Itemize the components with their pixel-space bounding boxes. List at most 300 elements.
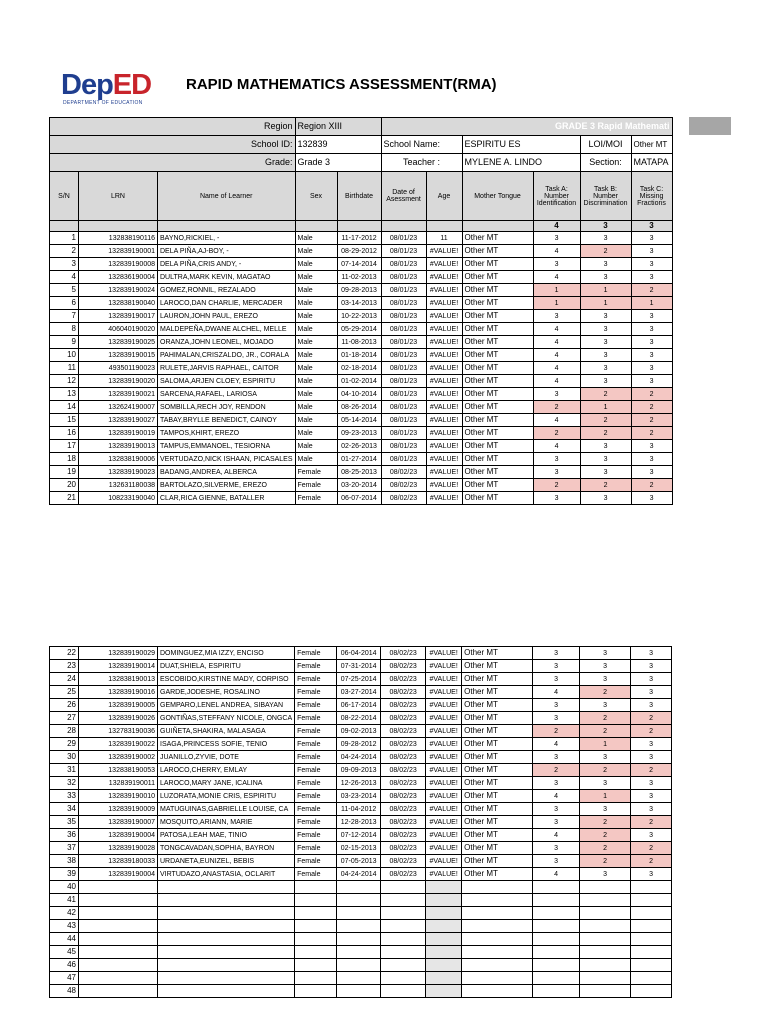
learner-name[interactable]: BAYNO,RICKIEL, - (158, 232, 296, 245)
task-b-score[interactable]: 1 (580, 790, 631, 803)
empty-cell[interactable] (295, 959, 337, 972)
task-b-score[interactable]: 2 (580, 712, 631, 725)
empty-cell[interactable] (158, 985, 295, 998)
task-a-score[interactable]: 3 (533, 310, 580, 323)
empty-cell[interactable] (533, 881, 580, 894)
learner-name[interactable]: ISAGA,PRINCESS SOFIE, TENIO (158, 738, 295, 751)
empty-cell[interactable] (381, 985, 426, 998)
mother-tongue[interactable]: Other MT (462, 388, 533, 401)
task-c-score[interactable]: 1 (631, 297, 672, 310)
empty-cell[interactable] (295, 920, 337, 933)
task-a-score[interactable]: 2 (533, 764, 580, 777)
mother-tongue[interactable]: Other MT (462, 453, 533, 466)
empty-cell[interactable] (295, 894, 337, 907)
task-a-score[interactable]: 2 (533, 401, 580, 414)
empty-cell[interactable] (337, 946, 381, 959)
mother-tongue[interactable]: Other MT (462, 725, 533, 738)
task-a-score[interactable]: 3 (533, 842, 580, 855)
empty-cell[interactable] (381, 894, 426, 907)
task-b-score[interactable]: 3 (580, 349, 631, 362)
task-b-score[interactable]: 3 (580, 492, 631, 505)
mother-tongue[interactable]: Other MT (462, 232, 533, 245)
mother-tongue[interactable]: Other MT (462, 764, 533, 777)
empty-cell[interactable] (79, 920, 158, 933)
table-row (50, 673, 672, 686)
learner-name[interactable]: JUANILLO,ZYVIE, DOTE (158, 751, 295, 764)
empty-cell[interactable] (79, 985, 158, 998)
task-a-score[interactable]: 4 (533, 375, 580, 388)
mother-tongue[interactable]: Other MT (462, 310, 533, 323)
mother-tongue[interactable]: Other MT (462, 738, 533, 751)
empty-cell[interactable] (580, 946, 631, 959)
empty-cell[interactable] (295, 881, 337, 894)
mother-tongue[interactable]: Other MT (462, 816, 533, 829)
empty-cell[interactable] (462, 985, 533, 998)
mother-tongue[interactable]: Other MT (462, 751, 533, 764)
task-c-score[interactable]: 3 (631, 660, 672, 673)
empty-cell[interactable] (337, 894, 381, 907)
task-c-score[interactable]: 3 (631, 245, 672, 258)
mother-tongue[interactable]: Other MT (462, 258, 533, 271)
learner-birthdate: 11-17-2012 (337, 232, 381, 245)
empty-cell[interactable] (79, 907, 158, 920)
task-c-score[interactable]: 3 (631, 492, 672, 505)
mother-tongue[interactable]: Other MT (462, 323, 533, 336)
empty-cell[interactable] (426, 985, 462, 998)
task-b-score[interactable]: 1 (580, 401, 631, 414)
task-a-score[interactable]: 1 (533, 284, 580, 297)
task-a-score[interactable]: 3 (533, 699, 580, 712)
learner-name[interactable]: RULETE,JARVIS RAPHAEL, CAITOR (158, 362, 296, 375)
task-c-score[interactable]: 3 (631, 362, 672, 375)
task-b-score[interactable]: 3 (580, 777, 631, 790)
task-a-score[interactable]: 3 (533, 673, 580, 686)
learner-name[interactable]: LAROCO,DAN CHARLIE, MERCADER (158, 297, 296, 310)
mother-tongue[interactable]: Other MT (462, 842, 533, 855)
empty-cell[interactable] (533, 959, 580, 972)
empty-cell[interactable] (295, 907, 337, 920)
task-a-score[interactable]: 3 (533, 647, 580, 660)
task-c-score[interactable]: 2 (631, 284, 672, 297)
empty-cell[interactable] (426, 959, 462, 972)
empty-cell[interactable] (381, 972, 426, 985)
learner-name[interactable]: URDANETA,EUNIZEL, BEBIS (158, 855, 295, 868)
empty-cell[interactable] (426, 972, 462, 985)
learner-name[interactable]: SARCENA,RAFAEL, LARIOSA (158, 388, 296, 401)
learner-name[interactable]: GUIÑETA,SHAKIRA, MALASAGA (158, 725, 295, 738)
task-c-score[interactable]: 3 (631, 699, 672, 712)
school-id-value[interactable]: 132839 (295, 136, 381, 154)
empty-cell[interactable] (533, 920, 580, 933)
task-b-score[interactable]: 3 (580, 271, 631, 284)
task-a-score[interactable]: 4 (533, 686, 580, 699)
learner-name[interactable]: MOSQUITO,ARIANN, MARIE (158, 816, 295, 829)
empty-cell[interactable] (158, 894, 295, 907)
task-c-score[interactable]: 2 (631, 855, 672, 868)
task-b-score[interactable]: 2 (580, 816, 631, 829)
task-a-score[interactable]: 4 (533, 362, 580, 375)
task-c-score[interactable]: 3 (631, 440, 672, 453)
task-c-score[interactable]: 2 (631, 764, 672, 777)
empty-cell[interactable] (631, 907, 672, 920)
table-row (50, 388, 673, 401)
learner-name[interactable]: GEMPARO,LENEL ANDREA, SIBAYAN (158, 699, 295, 712)
task-a-score[interactable]: 4 (533, 245, 580, 258)
task-a-score[interactable]: 3 (533, 855, 580, 868)
learner-name[interactable]: LUZORATA,MONIE CRIS, ESPIRITU (158, 790, 295, 803)
empty-cell[interactable] (580, 881, 631, 894)
task-b-score[interactable]: 3 (580, 699, 631, 712)
task-c-score[interactable]: 3 (631, 868, 672, 881)
mother-tongue[interactable]: Other MT (462, 271, 533, 284)
task-c-score[interactable]: 3 (631, 232, 672, 245)
empty-cell[interactable] (580, 959, 631, 972)
learner-name[interactable]: DOMINGUEZ,MIA IZZY, ENCISO (158, 647, 295, 660)
mother-tongue[interactable]: Other MT (462, 401, 533, 414)
task-a-score[interactable]: 3 (533, 232, 580, 245)
empty-cell[interactable] (295, 985, 337, 998)
learner-name[interactable]: PAHIMALAN,CRISZALDO, JR., CORALA (158, 349, 296, 362)
task-b-score[interactable]: 1 (580, 284, 631, 297)
learner-name[interactable]: MATUGUINAS,GABRIELLE LOUISE, CA (158, 803, 295, 816)
task-c-score[interactable]: 3 (631, 829, 672, 842)
task-b-score[interactable]: 3 (580, 466, 631, 479)
task-a-score[interactable]: 4 (533, 829, 580, 842)
learner-name[interactable]: LAURON,JOHN PAUL, EREZO (158, 310, 296, 323)
empty-cell[interactable] (533, 972, 580, 985)
mother-tongue[interactable]: Other MT (462, 427, 533, 440)
learner-name[interactable]: PATOSA,LEAH MAE, TINIO (158, 829, 295, 842)
learner-name[interactable]: VIRTUDAZO,ANASTASIA, OCLARIT (158, 868, 295, 881)
task-b-score[interactable]: 3 (580, 323, 631, 336)
task-c-score[interactable]: 2 (631, 427, 672, 440)
task-c-score[interactable]: 3 (631, 271, 672, 284)
task-a-score[interactable]: 3 (533, 453, 580, 466)
empty-cell[interactable] (462, 972, 533, 985)
task-c-score[interactable]: 3 (631, 647, 672, 660)
loi-value[interactable]: Other MT (631, 136, 672, 154)
task-c-score[interactable]: 3 (631, 453, 672, 466)
teacher-value[interactable]: MYLENE A. LINDO (462, 154, 580, 172)
learner-name[interactable]: GOMEZ,RONNIL, REZALADO (158, 284, 296, 297)
task-a-score[interactable]: 3 (533, 712, 580, 725)
task-a-score[interactable]: 3 (533, 816, 580, 829)
task-b-score[interactable]: 2 (580, 855, 631, 868)
mother-tongue[interactable]: Other MT (462, 829, 533, 842)
learner-name[interactable]: BADANG,ANDREA, ALBERCA (158, 466, 296, 479)
mother-tongue[interactable]: Other MT (462, 284, 533, 297)
empty-cell[interactable] (337, 881, 381, 894)
mother-tongue[interactable]: Other MT (462, 699, 533, 712)
empty-cell[interactable] (79, 946, 158, 959)
task-a-score[interactable]: 4 (533, 868, 580, 881)
task-c-score[interactable]: 3 (631, 803, 672, 816)
mother-tongue[interactable]: Other MT (462, 660, 533, 673)
empty-cell[interactable] (580, 894, 631, 907)
task-c-score[interactable]: 3 (631, 777, 672, 790)
empty-cell[interactable] (79, 894, 158, 907)
task-b-score[interactable]: 2 (580, 829, 631, 842)
task-a-score[interactable]: 2 (533, 427, 580, 440)
learner-name[interactable]: SALOMA,ARJEN CLOEY, ESPIRITU (158, 375, 296, 388)
empty-cell[interactable] (631, 881, 672, 894)
task-a-score[interactable]: 2 (533, 725, 580, 738)
task-a-score[interactable]: 4 (533, 414, 580, 427)
empty-cell[interactable] (462, 881, 533, 894)
task-b-score[interactable]: 2 (580, 764, 631, 777)
empty-cell[interactable] (79, 933, 158, 946)
learner-name[interactable]: DELA PIÑA,CRIS ANDY, - (158, 258, 296, 271)
task-b-score[interactable]: 3 (580, 375, 631, 388)
learner-name[interactable]: SOMBILLA,RECH JOY, RENDON (158, 401, 296, 414)
empty-cell[interactable] (462, 894, 533, 907)
empty-cell[interactable] (79, 881, 158, 894)
empty-cell[interactable] (158, 881, 295, 894)
empty-cell[interactable] (462, 933, 533, 946)
task-c-score[interactable]: 2 (631, 816, 672, 829)
mother-tongue[interactable]: Other MT (462, 349, 533, 362)
task-a-score[interactable]: 3 (533, 492, 580, 505)
task-c-score[interactable]: 3 (631, 466, 672, 479)
empty-cell[interactable] (158, 946, 295, 959)
learner-age: #VALUE! (426, 336, 462, 349)
task-c-score[interactable]: 3 (631, 375, 672, 388)
learner-name[interactable]: LAROCO,MARY JANE, ICALINA (158, 777, 295, 790)
task-b-score[interactable]: 3 (580, 453, 631, 466)
mother-tongue[interactable]: Other MT (462, 440, 533, 453)
empty-cell[interactable] (337, 933, 381, 946)
empty-cell[interactable] (631, 959, 672, 972)
empty-cell[interactable] (79, 972, 158, 985)
learner-name[interactable]: GARDE,JODESHE, ROSALINO (158, 686, 295, 699)
empty-cell[interactable] (533, 933, 580, 946)
task-a-score[interactable]: 1 (533, 297, 580, 310)
task-b-score[interactable]: 2 (580, 725, 631, 738)
task-a-score[interactable]: 3 (533, 388, 580, 401)
task-c-score[interactable]: 3 (631, 323, 672, 336)
learner-name[interactable]: LAROCO,CHERRY, EMLAY (158, 764, 295, 777)
row-number: 41 (50, 894, 79, 907)
empty-cell[interactable] (462, 946, 533, 959)
mother-tongue[interactable]: Other MT (462, 673, 533, 686)
empty-cell[interactable] (381, 920, 426, 933)
learner-name[interactable]: VERTUDAZO,NICK ISHAAN, PICASALES (158, 453, 296, 466)
task-b-score[interactable]: 2 (580, 388, 631, 401)
mother-tongue[interactable]: Other MT (462, 686, 533, 699)
task-b-score[interactable]: 3 (580, 868, 631, 881)
learner-name[interactable]: BARTOLAZO,SILVERME, EREZO (158, 479, 296, 492)
learner-name[interactable]: ORANZA,JOHN LEONEL, MOJADO (158, 336, 296, 349)
learner-name[interactable]: ESCOBIDO,KIRSTINE MADY, CORPISO (158, 673, 295, 686)
row-number: 16 (50, 427, 79, 440)
mother-tongue[interactable]: Other MT (462, 492, 533, 505)
mother-tongue[interactable]: Other MT (462, 466, 533, 479)
empty-cell[interactable] (533, 894, 580, 907)
empty-cell[interactable] (580, 933, 631, 946)
empty-cell[interactable] (426, 946, 462, 959)
empty-cell[interactable] (533, 985, 580, 998)
empty-cell[interactable] (381, 959, 426, 972)
empty-cell[interactable] (158, 959, 295, 972)
task-b-score[interactable]: 3 (580, 440, 631, 453)
task-a-score[interactable]: 3 (533, 466, 580, 479)
task-a-score[interactable]: 3 (533, 258, 580, 271)
task-a-score[interactable]: 4 (533, 336, 580, 349)
task-c-score[interactable]: 2 (631, 725, 672, 738)
empty-cell[interactable] (631, 946, 672, 959)
learner-name[interactable]: TABAY,BRYLLE BENEDICT, CAINOY (158, 414, 296, 427)
learner-name[interactable]: TONGCAVADAN,SOPHIA, BAYRON (158, 842, 295, 855)
task-b-score[interactable]: 2 (580, 427, 631, 440)
empty-cell[interactable] (158, 933, 295, 946)
empty-cell[interactable] (295, 933, 337, 946)
mother-tongue[interactable]: Other MT (462, 414, 533, 427)
empty-cell[interactable] (580, 920, 631, 933)
mother-tongue[interactable]: Other MT (462, 297, 533, 310)
task-a-score[interactable]: 3 (533, 777, 580, 790)
mother-tongue[interactable]: Other MT (462, 868, 533, 881)
empty-cell[interactable] (533, 946, 580, 959)
task-b-score[interactable]: 2 (580, 414, 631, 427)
empty-cell[interactable] (158, 920, 295, 933)
empty-cell[interactable] (426, 933, 462, 946)
learner-name[interactable]: GONTIÑAS,STEFFANY NICOLE, ONGCA (158, 712, 295, 725)
task-c-score[interactable]: 3 (631, 738, 672, 751)
task-b-score[interactable]: 1 (580, 297, 631, 310)
table-row (50, 842, 672, 855)
task-b-score[interactable]: 2 (580, 479, 631, 492)
task-c-score[interactable]: 2 (631, 388, 672, 401)
task-b-score[interactable]: 3 (580, 647, 631, 660)
task-c-score[interactable]: 2 (631, 479, 672, 492)
task-b-score[interactable]: 3 (580, 673, 631, 686)
task-c-score[interactable]: 2 (631, 401, 672, 414)
learner-name[interactable]: CLAR,RICA GIENNE, BATALLER (158, 492, 296, 505)
empty-cell[interactable] (426, 881, 462, 894)
task-b-score[interactable]: 3 (580, 336, 631, 349)
task-a-score[interactable]: 4 (533, 271, 580, 284)
task-c-score[interactable]: 3 (631, 349, 672, 362)
task-c-score[interactable]: 3 (631, 686, 672, 699)
task-a-score[interactable]: 4 (533, 440, 580, 453)
task-b-score[interactable]: 3 (580, 751, 631, 764)
empty-cell[interactable] (462, 920, 533, 933)
empty-cell[interactable] (631, 920, 672, 933)
task-b-score[interactable]: 3 (580, 232, 631, 245)
task-c-score[interactable]: 3 (631, 790, 672, 803)
empty-cell[interactable] (631, 933, 672, 946)
learner-name[interactable]: TAMPUS,EMMANOEL, TESIORNA (158, 440, 296, 453)
task-c-score[interactable]: 2 (631, 414, 672, 427)
logo-dep: Dep (61, 69, 113, 101)
task-c-score[interactable]: 3 (631, 751, 672, 764)
empty-cell[interactable] (631, 894, 672, 907)
task-b-score[interactable]: 3 (580, 310, 631, 323)
empty-cell[interactable] (337, 985, 381, 998)
task-a-score[interactable]: 4 (533, 323, 580, 336)
mother-tongue[interactable]: Other MT (462, 777, 533, 790)
learner-name[interactable]: DUAT,SHIELA, ESPIRITU (158, 660, 295, 673)
learner-name[interactable]: MALDEPEÑA,DWANE ALCHEL, MELLE (158, 323, 296, 336)
mother-tongue[interactable]: Other MT (462, 855, 533, 868)
task-b-score[interactable]: 2 (580, 842, 631, 855)
task-a-score[interactable]: 2 (533, 479, 580, 492)
region-value[interactable]: Region XIII (295, 118, 381, 136)
empty-cell[interactable] (337, 920, 381, 933)
task-c-score[interactable]: 3 (631, 258, 672, 271)
empty-cell[interactable] (426, 907, 462, 920)
empty-cell[interactable] (631, 985, 672, 998)
mother-tongue[interactable]: Other MT (462, 336, 533, 349)
mother-tongue[interactable]: Other MT (462, 362, 533, 375)
task-b-score[interactable]: 3 (580, 803, 631, 816)
empty-cell[interactable] (631, 972, 672, 985)
learner-name[interactable]: DULTRA,MARK KEVIN, MAGATAO (158, 271, 296, 284)
mother-tongue[interactable]: Other MT (462, 790, 533, 803)
empty-cell[interactable] (580, 985, 631, 998)
task-c-score[interactable]: 3 (631, 310, 672, 323)
task-c-score[interactable]: 3 (631, 336, 672, 349)
task-a-score[interactable]: 3 (533, 660, 580, 673)
grade-value[interactable]: Grade 3 (295, 154, 381, 172)
empty-cell[interactable] (426, 894, 462, 907)
mother-tongue[interactable]: Other MT (462, 712, 533, 725)
empty-cell[interactable] (337, 907, 381, 920)
empty-cell[interactable] (295, 972, 337, 985)
task-a-score[interactable]: 3 (533, 751, 580, 764)
task-b-score[interactable]: 1 (580, 738, 631, 751)
task-b-score[interactable]: 2 (580, 686, 631, 699)
empty-cell[interactable] (381, 881, 426, 894)
empty-cell[interactable] (158, 972, 295, 985)
empty-cell[interactable] (462, 907, 533, 920)
task-a-score[interactable]: 4 (533, 349, 580, 362)
task-b-score[interactable]: 3 (580, 660, 631, 673)
task-c-score[interactable]: 2 (631, 712, 672, 725)
mother-tongue[interactable]: Other MT (462, 479, 533, 492)
task-b-score[interactable]: 3 (580, 362, 631, 375)
empty-cell[interactable] (462, 959, 533, 972)
task-c-score[interactable]: 2 (631, 842, 672, 855)
learner-name[interactable]: TAMPOS,KHIRT, EREZO (158, 427, 296, 440)
empty-cell[interactable] (381, 907, 426, 920)
empty-cell[interactable] (295, 946, 337, 959)
empty-cell[interactable] (381, 933, 426, 946)
empty-cell[interactable] (580, 972, 631, 985)
section-value[interactable]: MATAPA (631, 154, 672, 172)
empty-cell[interactable] (580, 907, 631, 920)
task-b-score[interactable]: 2 (580, 245, 631, 258)
empty-cell[interactable] (337, 959, 381, 972)
empty-cell[interactable] (533, 907, 580, 920)
empty-cell[interactable] (158, 907, 295, 920)
empty-cell[interactable] (79, 959, 158, 972)
task-b-score[interactable]: 3 (580, 258, 631, 271)
empty-cell[interactable] (337, 972, 381, 985)
empty-cell[interactable] (426, 920, 462, 933)
mother-tongue[interactable]: Other MT (462, 647, 533, 660)
task-a-score[interactable]: 3 (533, 803, 580, 816)
task-a-score[interactable]: 4 (533, 790, 580, 803)
task-c-score[interactable]: 3 (631, 673, 672, 686)
task-a-score[interactable]: 4 (533, 738, 580, 751)
mother-tongue[interactable]: Other MT (462, 245, 533, 258)
school-name-value[interactable]: ESPIRITU ES (462, 136, 580, 154)
mother-tongue[interactable]: Other MT (462, 375, 533, 388)
mother-tongue[interactable]: Other MT (462, 803, 533, 816)
learner-name[interactable]: DELA PIÑA,AJ-BOY, - (158, 245, 296, 258)
empty-cell[interactable] (381, 946, 426, 959)
